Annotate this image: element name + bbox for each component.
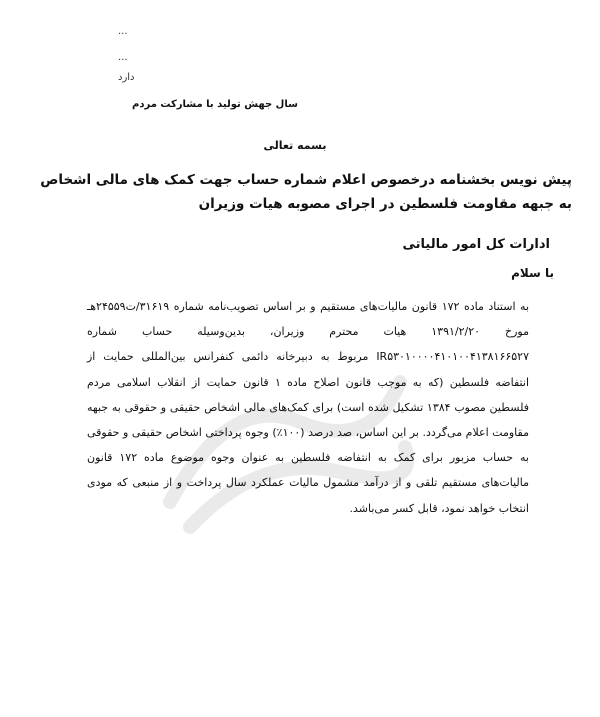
year-slogan: سال جهش تولید با مشارکت مردم [132,99,298,110]
body-paragraph: به استناد ماده ۱۷۲ قانون مالیات‌های مستقیم و بر اساس تصویب‌نامه شماره ۳۱۶۱۹/ت۲۴۵۵۹هـ مورخ ۱۳۹۱/۲/۲۰ هیات محترم وزیران، بدین‌وسیله حساب شماره IR۵۳۰۱۰۰۰۰۴۱۰۱۰۰۴۱۳۸۱۶۶۵۲۷ مربوط به دبیرخانه دائمی کنفرانس بین‌المللی حمایت از انتفاضه فلسطین (که به موجب قانون اصلاح ماده ۱ قانون حمایت از انقلاب اسلامی مردم فلسطین مصوب ۱۳۸۴ تشکیل شده است) برای کمک‌های مالی اشخاص حقیقی و حقوقی به جبهه مقاومت اعلام می‌گردد. بر این اساس، صد درصد (۱۰۰٪) وجوه پرداختی اشخاص حقیقی و حقوقی به حساب مزبور برای کمک به انتفاضه فلسطین به عنوان وجوه موضوع ماده ۱۷۲ قانون مالیات‌های مستقیم تلقی و از درآمد مشمول مالیات عملکرد سال پرداخت و از منبعی که مودی انتخاب خواهد نمود، قابل کسر می‌باشد. [87,300,530,515]
recipient: ادارات کل امور مالیاتی [402,237,550,252]
attachment-line: دارد [118,72,135,83]
letter-date-line: ... [118,52,128,63]
greeting: با سلام [511,266,554,280]
basmala: بسمه تعالی [263,139,327,152]
letter-title: پیش نویس بخشنامه درخصوص اعلام شماره حساب جهت کمک های مالی اشخاص به جبهه مقاومت فلسطین در اجرای مصوبه هیات وزیران [40,172,572,212]
watermark-seal [150,352,420,542]
letter-number-line: ... [118,26,128,37]
